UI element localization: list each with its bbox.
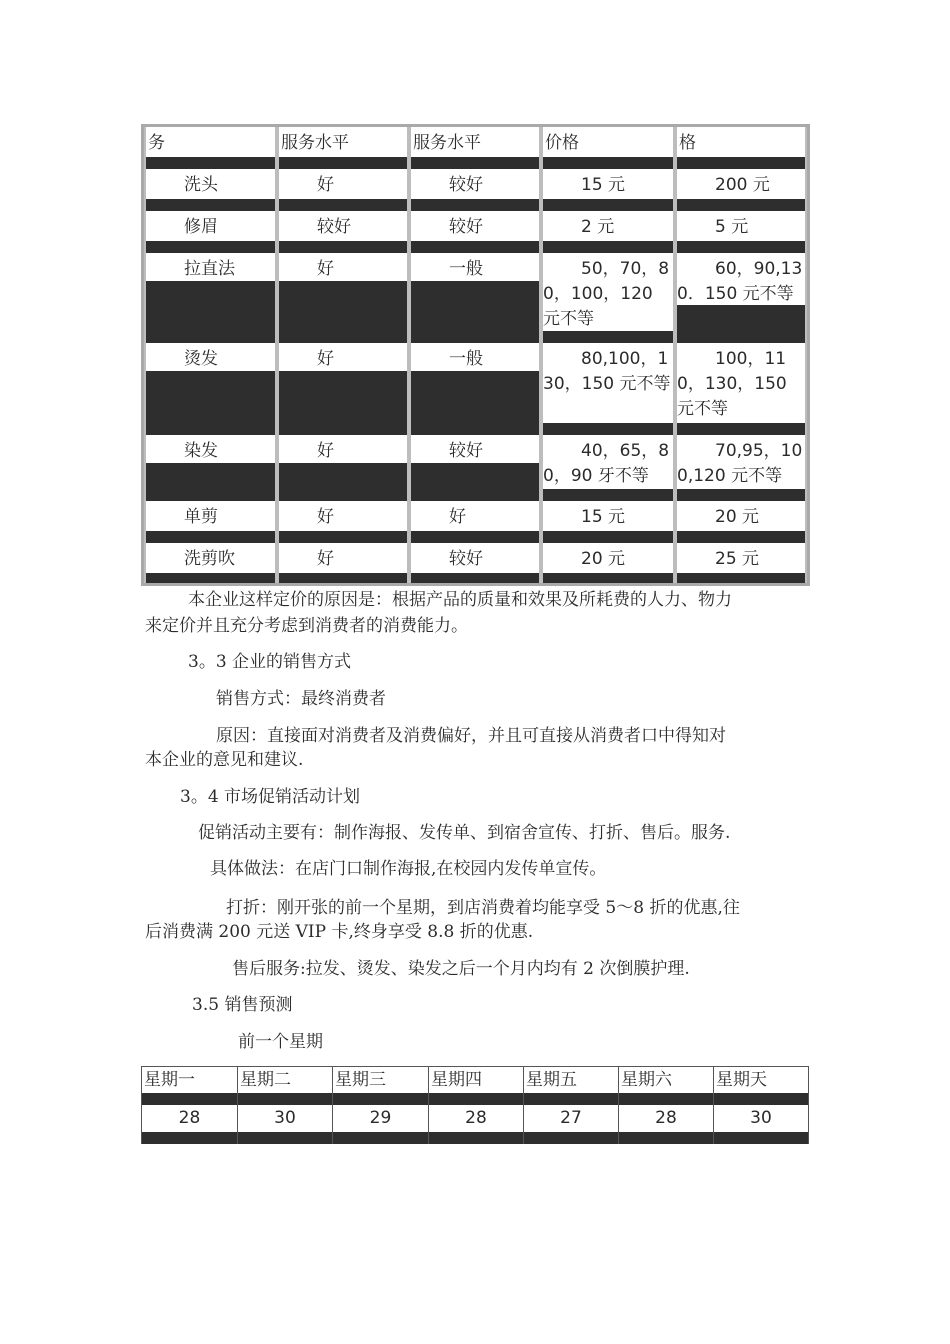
price: 20 元 <box>715 507 760 527</box>
service-level: 好 <box>317 549 334 569</box>
table-cell <box>277 543 409 583</box>
day-column <box>237 1066 332 1144</box>
table-cell <box>541 501 675 543</box>
day-value: 28 <box>655 1108 677 1128</box>
table-row <box>144 435 277 501</box>
table-row <box>144 543 277 583</box>
sales-method: 销售方式：最终消费者 <box>216 689 386 709</box>
service-level: 好 <box>317 175 334 195</box>
header-cell <box>541 127 675 169</box>
pricing-table <box>141 124 810 586</box>
table-row <box>144 501 277 543</box>
service-name: 染发 <box>184 441 218 461</box>
day-value: 30 <box>750 1108 772 1128</box>
table-cell <box>675 343 807 435</box>
reason-line-1: 原因：直接面对消费者及消费偏好，并且可直接从消费者口中得知对 <box>216 726 726 746</box>
table-cell <box>541 435 675 501</box>
day-header: 星期天 <box>714 1066 808 1093</box>
service-level: 较好 <box>449 549 483 569</box>
day-column <box>618 1066 713 1144</box>
section-heading-3-5: 3.5 销售预测 <box>192 995 293 1015</box>
table-cell <box>277 343 409 435</box>
promo-method: 具体做法：在店门口制作海报,在校园内发传单宣传。 <box>210 859 607 879</box>
price: 50，70，80，100，120 元不等 <box>543 259 670 329</box>
promo-main: 促销活动主要有：制作海报、发传单、到宿舍宣传、打折、售后。服务. <box>198 823 731 843</box>
first-week-label: 前一个星期 <box>238 1032 323 1052</box>
price: 15 元 <box>581 507 626 527</box>
table-cell <box>541 169 675 211</box>
day-header: 星期二 <box>238 1066 332 1093</box>
price: 5 元 <box>715 217 749 237</box>
price: 15 元 <box>581 175 626 195</box>
section-heading-3-3: 3。3 企业的销售方式 <box>188 652 352 672</box>
header-cell <box>409 127 541 169</box>
pricing-reason-line-1: 本企业这样定价的原因是：根据产品的质量和效果及所耗费的人力、物力 <box>188 590 732 610</box>
reason-line-2: 本企业的意见和建议. <box>145 750 304 770</box>
after-sales: 售后服务:拉发、烫发、染发之后一个月内均有 2 次倒膜护理. <box>232 959 690 979</box>
day-column <box>713 1066 809 1144</box>
header-label: 格 <box>679 133 696 153</box>
pricing-reason-line-2: 来定价并且充分考虑到消费者的消费能力。 <box>145 616 468 636</box>
header-label: 服务水平 <box>281 133 349 153</box>
header-cell <box>144 127 277 169</box>
price: 40，65，80，90 牙不等 <box>543 441 670 486</box>
table-cell <box>675 501 807 543</box>
day-value: 30 <box>274 1108 296 1128</box>
price: 70,95，100,120 元不等 <box>677 441 803 486</box>
table-cell <box>409 253 541 343</box>
service-level: 好 <box>317 349 334 369</box>
day-value: 27 <box>560 1108 582 1128</box>
header-label: 服务水平 <box>413 133 481 153</box>
service-name: 洗头 <box>184 175 218 195</box>
day-header: 星期四 <box>429 1066 523 1093</box>
table-row <box>144 211 277 253</box>
price: 25 元 <box>715 549 760 569</box>
service-level: 好 <box>317 441 334 461</box>
table-cell <box>541 343 675 435</box>
service-level: 一般 <box>449 259 483 279</box>
table-cell <box>409 169 541 211</box>
table-cell <box>277 169 409 211</box>
weekly-sales-table <box>141 1066 809 1144</box>
table-cell <box>675 435 807 501</box>
discount-line-2: 后消费满 200 元送 VIP 卡,终身享受 8.8 折的优惠. <box>145 922 534 942</box>
discount-line-1: 打折：刚开张的前一个星期，到店消费着均能享受 5～8 折的优惠,往 <box>226 898 740 918</box>
table-cell <box>277 253 409 343</box>
day-column <box>141 1066 237 1144</box>
day-header: 星期三 <box>333 1066 428 1093</box>
day-value: 28 <box>465 1108 487 1128</box>
service-name: 拉直法 <box>184 259 235 279</box>
section-heading-3-4: 3。4 市场促销活动计划 <box>180 787 361 807</box>
table-cell <box>675 211 807 253</box>
day-column <box>428 1066 523 1144</box>
table-cell <box>409 211 541 253</box>
service-level: 好 <box>317 259 334 279</box>
service-level: 好 <box>449 507 466 527</box>
price: 60，90,130．150 元不等 <box>677 259 803 304</box>
day-value: 28 <box>178 1108 201 1128</box>
header-label: 务 <box>148 133 165 153</box>
table-cell <box>541 211 675 253</box>
table-cell <box>277 501 409 543</box>
header-cell <box>277 127 409 169</box>
table-cell <box>675 253 807 343</box>
table-cell <box>541 543 675 583</box>
price: 20 元 <box>581 549 626 569</box>
service-level: 好 <box>317 507 334 527</box>
day-header: 星期六 <box>619 1066 713 1093</box>
service-level: 较好 <box>317 217 351 237</box>
table-row <box>144 253 277 343</box>
header-cell <box>675 127 807 169</box>
price: 2 元 <box>581 217 615 237</box>
day-column <box>332 1066 428 1144</box>
service-level: 较好 <box>449 175 483 195</box>
service-level: 较好 <box>449 441 483 461</box>
service-level: 较好 <box>449 217 483 237</box>
service-name: 修眉 <box>184 217 218 237</box>
day-column <box>523 1066 618 1144</box>
table-row <box>144 343 277 435</box>
service-level: 一般 <box>449 349 483 369</box>
day-header: 星期五 <box>524 1066 618 1093</box>
table-cell <box>277 211 409 253</box>
service-name: 烫发 <box>184 349 218 369</box>
table-cell <box>409 435 541 501</box>
table-cell <box>675 169 807 211</box>
table-cell <box>675 543 807 583</box>
price: 80,100，130，150 元不等 <box>543 349 671 394</box>
table-cell <box>541 253 675 343</box>
table-row <box>144 169 277 211</box>
day-value: 29 <box>369 1108 392 1128</box>
price: 200 元 <box>715 175 770 195</box>
table-cell <box>277 435 409 501</box>
header-label: 价格 <box>545 133 579 153</box>
service-name: 洗剪吹 <box>184 549 235 569</box>
service-name: 单剪 <box>184 507 218 527</box>
day-header: 星期一 <box>142 1066 237 1093</box>
table-cell <box>409 501 541 543</box>
table-cell <box>409 543 541 583</box>
table-cell <box>409 343 541 435</box>
price: 100，110，130，150 元不等 <box>677 349 787 419</box>
